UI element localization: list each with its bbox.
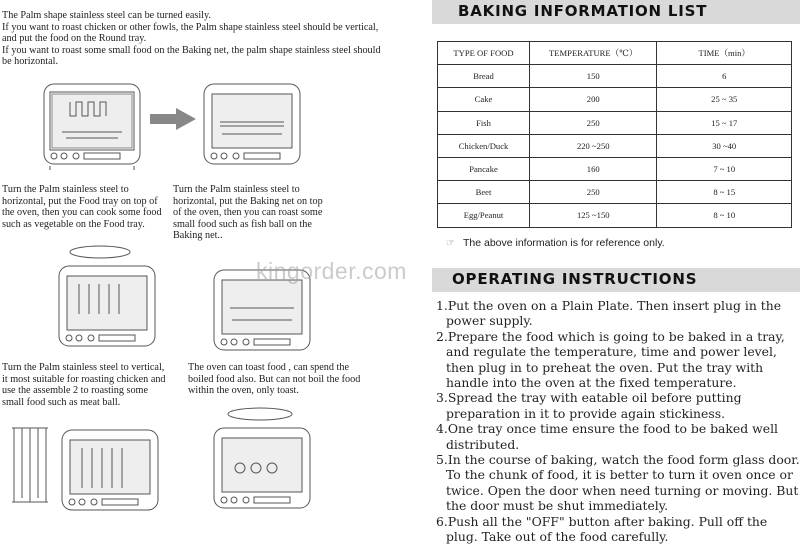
cell-temperature: 160 [530, 157, 657, 180]
table-row [438, 111, 792, 134]
oven-illustration-3 [55, 244, 165, 356]
caption-1: Turn the Palm stainless steel to horizontal, put the Food tray on top of the oven, then you can cook some food such as vegetable on the Food tray. [2, 184, 162, 230]
oven-illustration-2 [200, 82, 310, 174]
step-item: 3.Spread the tray with eatable oil before putting preparation in it to provide again stickiness. [436, 390, 742, 421]
operating-title: OPERATING INSTRUCTIONS [452, 270, 698, 288]
cell-time: 8 ~ 10 [657, 204, 792, 227]
header-food: TYPE OF FOOD [438, 42, 530, 65]
table-row [438, 204, 792, 227]
caption-3: Turn the Palm stainless steel to vertical, it most suitable for roasting chicken and use the assemble 2 to roasting some small food such as meat ball. [2, 362, 166, 408]
oven-illustration-1 [40, 82, 150, 174]
operating-steps [436, 298, 800, 545]
cell-time: 8 ~ 15 [657, 181, 792, 204]
arrow-icon [150, 108, 196, 130]
cell-temperature: 150 [530, 65, 657, 88]
watermark: kingorder.com [256, 258, 407, 284]
cell-temperature: 200 [530, 88, 657, 111]
cell-food: Bread [438, 65, 530, 88]
baking-title: BAKING INFORMATION LIST [458, 2, 708, 20]
header-time: TIME（min） [657, 42, 792, 65]
step-item: 5.In the course of baking, watch the food form glass door. To the chunk of food, it is better to turn it oven once or twice. Open the door when need turning or moving. But the door must be shut immediately. [436, 452, 800, 514]
cell-food: Fish [438, 111, 530, 134]
cell-food: Chicken/Duck [438, 134, 530, 157]
cell-time: 7 ~ 10 [657, 157, 792, 180]
caption-2: Turn the Palm stainless steel to horizontal, put the Baking net on top of the oven, then you can roast some small food such as fish ball on the Baking net.. [173, 184, 323, 242]
cell-temperature: 250 [530, 111, 657, 134]
baking-table [437, 41, 792, 228]
table-row [438, 157, 792, 180]
cell-food: Pancake [438, 157, 530, 180]
cell-food: Egg/Peanut [438, 204, 530, 227]
table-row [438, 134, 792, 157]
cell-temperature: 250 [530, 181, 657, 204]
intro-text: The Palm shape stainless steel can be turned easily. If you want to roast chicken or other fowls, the Palm shape stainless steel should be vertical, and put the food on the Round tray. If you want to roast some small food on the Baking net, the palm shape stainless steel should be horizontal. [2, 10, 381, 68]
cell-temperature: 220 ~250 [530, 134, 657, 157]
oven-illustration-6 [210, 406, 320, 518]
reference-note-text: The above information is for reference only. [462, 237, 665, 249]
step-item: 1.Put the oven on a Plain Plate. Then insert plug in the power supply. [436, 298, 782, 329]
cell-temperature: 125 ~150 [530, 204, 657, 227]
step-item: 2.Prepare the food which is going to be baked in a tray, and regulate the temperature, time and power level, then plug in to preheat the oven. Put the tray with handle into the oven at the fixed temperature. [436, 328, 785, 391]
cell-time: 15 ~ 17 [657, 111, 792, 134]
baking-title-band [432, 0, 800, 24]
cell-food: Beet [438, 181, 530, 204]
cell-time: 6 [657, 65, 792, 88]
cell-food: Cake [438, 88, 530, 111]
table-header-row [438, 42, 792, 65]
rotisserie-illustration [6, 420, 54, 510]
header-temperature: TEMPERATURE（℃） [530, 42, 657, 65]
cell-time: 25 ~ 35 [657, 88, 792, 111]
table-row [438, 181, 792, 204]
table-row [438, 88, 792, 111]
pointing-hand-icon: ☞ [446, 238, 455, 249]
reference-note [446, 237, 665, 249]
table-row [438, 65, 792, 88]
cell-time: 30 ~40 [657, 134, 792, 157]
oven-illustration-5 [58, 428, 168, 520]
caption-4: The oven can toast food , can spend the boiled food also. But can not boil the food within the oven, only toast. [188, 362, 361, 397]
step-item: 4.One tray once time ensure the food to be baked well distributed. [436, 421, 779, 452]
operating-title-band [432, 268, 800, 292]
step-item: 6.Push all the "OFF" button after baking. Pull off the plug. Take out of the food carefully. [436, 513, 768, 545]
